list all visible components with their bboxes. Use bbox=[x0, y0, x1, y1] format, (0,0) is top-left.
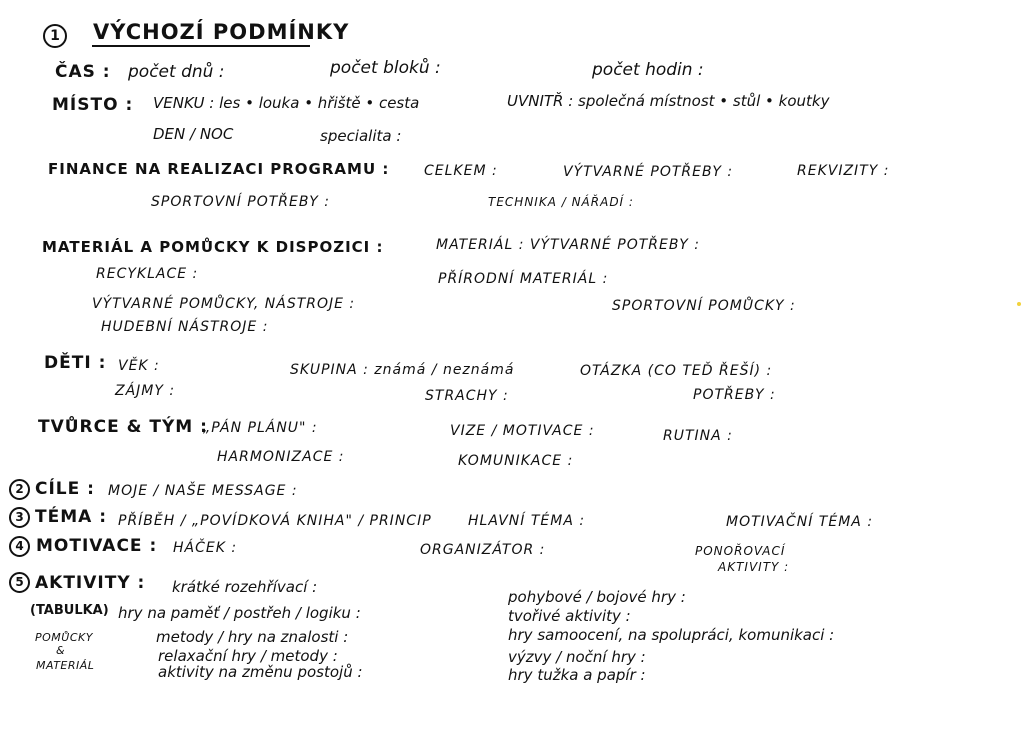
tvurce-harmonizace: HARMONIZACE : bbox=[217, 449, 345, 465]
motivace-label: MOTIVACE : bbox=[36, 536, 158, 556]
aktivity-left-1: krátké rozehřívací : bbox=[172, 578, 318, 596]
tvurce-pan-planu: „PÁN PLÁNU" : bbox=[203, 420, 318, 436]
section-3-number: 3 bbox=[9, 507, 30, 528]
cas-pocet-dnu: počet dnů : bbox=[128, 62, 225, 82]
cas-pocet-hodin: počet hodin : bbox=[592, 60, 704, 80]
aktivity-amp: & bbox=[56, 644, 66, 657]
tema-label: TÉMA : bbox=[35, 507, 107, 527]
motivace-ponorovaci-1: PONOŘOVACÍ bbox=[695, 544, 786, 558]
section-4-number: 4 bbox=[9, 536, 30, 557]
aktivity-tabulka: (TABULKA) bbox=[30, 603, 109, 618]
tvurce-rutina: RUTINA : bbox=[663, 428, 733, 444]
motivace-hacek: HÁČEK : bbox=[173, 540, 238, 556]
tema-hlavni: HLAVNÍ TÉMA : bbox=[468, 513, 586, 529]
aktivity-right-3: hry samoocení, na spolupráci, komunikaci : bbox=[508, 626, 835, 644]
cile-label: CÍLE : bbox=[35, 479, 95, 499]
deti-strachy: STRACHY : bbox=[425, 388, 509, 404]
aktivity-label: AKTIVITY : bbox=[35, 573, 146, 593]
tvurce-vize: VIZE / MOTIVACE : bbox=[450, 423, 595, 439]
aktivity-left-4: relaxační hry / metody : bbox=[158, 647, 338, 665]
material-sportovni-pomucky: SPORTOVNÍ POMŮCKY : bbox=[612, 298, 796, 314]
cas-pocet-bloku: počet bloků : bbox=[330, 58, 441, 78]
aktivity-right-4: výzvy / noční hry : bbox=[508, 648, 646, 666]
misto-venku: VENKU : les • louka • hřiště • cesta bbox=[153, 94, 420, 112]
aktivity-left-3: metody / hry na znalosti : bbox=[156, 628, 349, 646]
finance-rekvizity: REKVIZITY : bbox=[797, 163, 890, 179]
deti-potreby: POTŘEBY : bbox=[693, 387, 776, 403]
section-5-number: 5 bbox=[9, 572, 30, 593]
title-underline bbox=[92, 45, 310, 47]
aktivity-material: MATERIÁL bbox=[36, 659, 95, 672]
deti-zajmy: ZÁJMY : bbox=[115, 383, 176, 399]
material-recyklace: RECYKLACE : bbox=[96, 266, 199, 282]
cile-message: MOJE / NAŠE MESSAGE : bbox=[108, 483, 298, 499]
finance-sportovni: SPORTOVNÍ POTŘEBY : bbox=[151, 194, 330, 210]
material-vytvarne: MATERIÁL : VÝTVARNÉ POTŘEBY : bbox=[436, 237, 700, 253]
misto-specialita: specialita : bbox=[320, 127, 402, 145]
material-vytvarne-pomucky: VÝTVARNÉ POMŮCKY, NÁSTROJE : bbox=[92, 296, 356, 312]
material-label: MATERIÁL A POMŮCKY K DISPOZICI : bbox=[42, 238, 384, 256]
motivace-ponorovaci-2: AKTIVITY : bbox=[718, 560, 790, 574]
section-1-number: 1 bbox=[43, 24, 67, 48]
cas-label: ČAS : bbox=[55, 62, 111, 82]
tema-motivacni: MOTIVAČNÍ TÉMA : bbox=[726, 514, 874, 530]
deti-skupina: SKUPINA : známá / neznámá bbox=[290, 362, 515, 378]
deti-label: DĚTI : bbox=[44, 353, 107, 373]
aktivity-left-5: aktivity na změnu postojů : bbox=[158, 663, 363, 681]
finance-technika: TECHNIKA / NÁŘADÍ : bbox=[488, 195, 634, 209]
misto-uvnitr: UVNITŘ : společná místnost • stůl • koutky bbox=[507, 92, 830, 110]
tema-pribeh: PŘÍBĚH / „POVÍDKOVÁ KNIHA" / PRINCIP bbox=[118, 513, 432, 529]
margin-dot bbox=[1017, 302, 1021, 306]
material-prirodni: PŘÍRODNÍ MATERIÁL : bbox=[438, 271, 609, 287]
motivace-organizator: ORGANIZÁTOR : bbox=[420, 542, 546, 558]
deti-vek: VĚK : bbox=[118, 358, 160, 374]
finance-label: FINANCE NA REALIZACI PROGRAMU : bbox=[48, 160, 390, 178]
section-1-title: VÝCHOZÍ PODMÍNKY bbox=[93, 20, 350, 44]
tvurce-komunikace: KOMUNIKACE : bbox=[458, 453, 574, 469]
tvurce-label: TVŮRCE & TÝM : bbox=[38, 417, 208, 437]
aktivity-right-1: pohybové / bojové hry : bbox=[508, 588, 686, 606]
aktivity-left-2: hry na paměť / postřeh / logiku : bbox=[118, 604, 361, 622]
aktivity-right-2: tvořivé aktivity : bbox=[508, 607, 631, 625]
aktivity-pomucky: POMŮCKY bbox=[35, 631, 93, 644]
aktivity-right-5: hry tužka a papír : bbox=[508, 666, 646, 684]
finance-celkem: CELKEM : bbox=[424, 163, 498, 179]
finance-vytvarne: VÝTVARNÉ POTŘEBY : bbox=[563, 164, 734, 180]
material-hudebni: HUDEBNÍ NÁSTROJE : bbox=[101, 319, 269, 335]
section-2-number: 2 bbox=[9, 479, 30, 500]
deti-otazka: OTÁZKA (CO TEĎ ŘEŠÍ) : bbox=[580, 363, 773, 379]
misto-label: MÍSTO : bbox=[52, 95, 134, 115]
misto-den-noc: DEN / NOC bbox=[153, 125, 234, 143]
